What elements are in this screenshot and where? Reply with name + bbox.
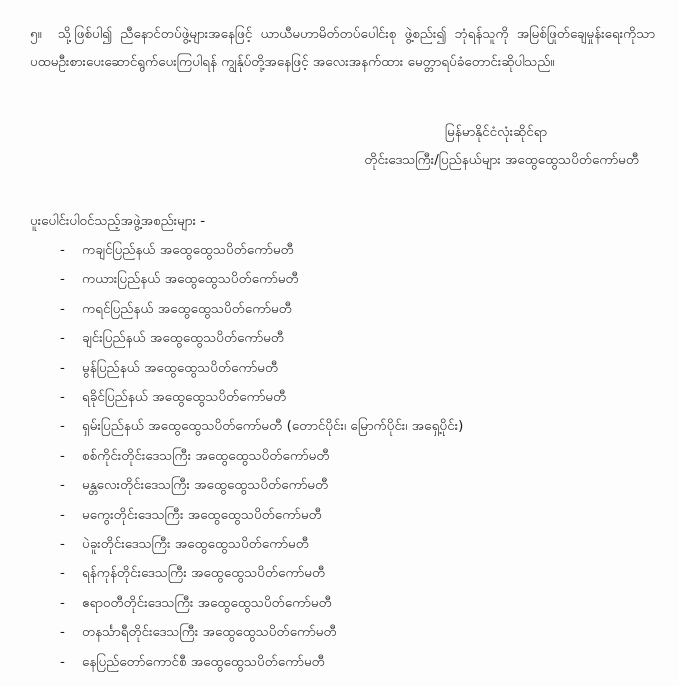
list-item (60, 559, 463, 588)
signature-line-1: မြန်မာနိုင်ငံလုံးဆိုင်ရာ (444, 124, 547, 140)
list-item (60, 530, 463, 559)
list-dash: - (60, 242, 65, 258)
list-item (60, 236, 463, 265)
list-item (60, 324, 463, 353)
recipients-heading: ပူးပေါင်းပါဝင်သည့်အဖွဲ့အစည်းများ - (30, 213, 206, 229)
list-dash: - (60, 300, 65, 317)
list-item-label: နေပြည်တော်ကောင်စီ အထွေထွေသပိတ်ကော်မတီ (82, 653, 325, 670)
paragraph-text: သို့ဖြစ်ပါ၍ ညီနောင်တပ်ဖွဲ့များအနေဖြင့် ယာယီမဟာမိတ်တပ်ပေါင်းစု ဖွဲ့စည်း၍ ဘုံရန်သူကို အမြစ်ဖြုတ်ချေမှုန်းရေးကိုသာ ပထမဦးစားပေးဆောင်ရွက်ပေးကြပါရန် ကျွန်ုပ်တို့အနေဖြင့် အလေးအနက်ထား မေတ္တာရပ်ခံတောင်းဆိုပါသည်။ (30, 25, 655, 70)
list-item (60, 589, 463, 618)
list-dash: - (60, 418, 65, 435)
list-dash: - (60, 477, 65, 494)
list-item (60, 471, 463, 500)
list-item-label: မကွေးတိုင်းဒေသကြီး အထွေထွေသပိတ်ကော်မတီ (82, 506, 322, 523)
recipients-list (60, 236, 463, 677)
list-item (60, 501, 463, 530)
list-item-label: ကရင်ပြည်နယ် အထွေထွေသပိတ်ကော်မတီ (82, 300, 292, 317)
list-item-label: ဧရာဝတီတိုင်းဒေသကြီး အထွေထွေသပိတ်ကော်မတီ (82, 594, 332, 611)
list-item (60, 265, 463, 294)
list-item (60, 354, 463, 383)
list-item-label: ရန်ကုန်တိုင်းဒေသကြီး အထွေထွေသပိတ်ကော်မတီ (82, 565, 326, 582)
list-item-label: မွန်ပြည်နယ် အထွေထွေသပိတ်ကော်မတီ (82, 359, 279, 376)
list-dash: - (60, 359, 65, 376)
list-item-label: ရှမ်းပြည်နယ် အထွေထွေသပိတ်ကော်မတီ (တောင်ပိုင်း၊ မြောက်ပိုင်း၊ အရှေ့ပိုင်း) (82, 418, 464, 435)
list-item-label: တနင်္သာရီတိုင်းဒေသကြီး အထွေထွေသပိတ်ကော်မတီ (82, 624, 337, 641)
list-item-label: မန္တလေးတိုင်းဒေသကြီး အထွေထွေသပိတ်ကော်မတီ (82, 477, 329, 494)
signature-line-2: တိုင်းဒေသကြီး/ပြည်နယ်များ အထွေထွေသပိတ်ကော်မတီ (364, 152, 639, 168)
list-item (60, 648, 463, 677)
list-item-label: စစ်ကိုင်းတိုင်းဒေသကြီး အထွေထွေသပိတ်ကော်မတီ (82, 447, 330, 464)
list-dash: - (60, 565, 65, 582)
list-item-label: ကယားပြည်နယ် အထွေထွေသပိတ်ကော်မတီ (82, 271, 299, 288)
list-dash: - (60, 536, 65, 553)
list-item (60, 412, 463, 441)
list-dash: - (60, 330, 65, 347)
list-item-label: ချင်းပြည်နယ် အထွေထွေသပိတ်ကော်မတီ (82, 330, 285, 347)
list-item (60, 383, 463, 412)
list-item-label: ကချင်ပြည်နယ် အထွေထွေသပိတ်ကော်မတီ (82, 242, 294, 258)
list-dash: - (60, 624, 65, 641)
list-dash: - (60, 594, 65, 611)
list-item (60, 295, 463, 324)
body-paragraph (30, 20, 655, 76)
list-dash: - (60, 653, 65, 670)
list-item-label: ရခိုင်ပြည်နယ် အထွေထွေသပိတ်ကော်မတီ (82, 389, 287, 406)
signature-block (279, 118, 639, 174)
list-item-label: ပဲခူးတိုင်းဒေသကြီး အထွေထွေသပိတ်ကော်မတီ (82, 536, 309, 553)
list-dash: - (60, 389, 65, 406)
list-item (60, 618, 463, 647)
list-item (60, 442, 463, 471)
paragraph-number: ၅။ (30, 25, 42, 42)
list-dash: - (60, 447, 65, 464)
list-dash: - (60, 271, 65, 288)
list-dash: - (60, 506, 65, 523)
